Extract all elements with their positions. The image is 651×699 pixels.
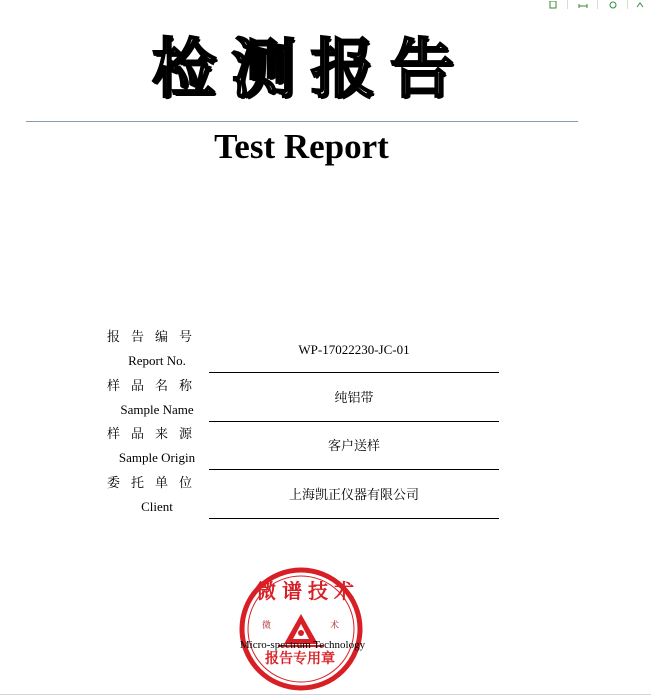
title-char-4: 告 <box>389 32 454 107</box>
label-report-no-cn: 报告编号 <box>106 329 203 344</box>
field-underline <box>209 372 499 373</box>
label-sample-name-cn: 样品名称 <box>106 378 203 393</box>
title-char-2: 测 <box>231 32 296 107</box>
label-client-cn: 委托单位 <box>106 475 203 490</box>
seal-english-text: Micro-spectrum Technology <box>239 639 366 651</box>
page-bottom-border <box>0 694 651 695</box>
value-report-no: WP-17022230-JC-01 <box>298 342 410 357</box>
label-sample-name-en: Sample Name <box>120 402 194 417</box>
field-underline <box>209 518 499 519</box>
zoom-icon[interactable] <box>598 0 628 9</box>
seal-bottom-text: 报告专用章 <box>265 651 335 667</box>
label-sample-origin-cn: 样品来源 <box>106 426 203 441</box>
field-underline <box>209 469 499 470</box>
seal-inner-left: 微 <box>262 621 272 631</box>
value-sample-origin: 客户送样 <box>327 438 380 453</box>
title-char-1: 检 <box>152 32 216 107</box>
seal-top-text: 微谱技术 <box>256 579 360 603</box>
fit-icon[interactable] <box>568 0 598 9</box>
seal-inner-right: 术 <box>330 621 340 631</box>
value-sample-name: 纯铝带 <box>334 390 374 405</box>
title-divider <box>26 121 578 122</box>
field-underline <box>209 421 499 422</box>
report-title-cn <box>148 34 458 106</box>
label-report-no-en: Report No. <box>128 353 186 368</box>
label-sample-origin-en: Sample Origin <box>118 450 196 465</box>
more-icon[interactable] <box>628 0 651 9</box>
label-client-en: Client <box>141 499 173 514</box>
page-icon[interactable] <box>538 0 568 9</box>
value-client: 上海凯正仪器有限公司 <box>288 487 419 502</box>
title-char-3: 报 <box>310 32 375 107</box>
report-title-en: Test Report <box>214 127 389 166</box>
viewer-toolbar <box>538 0 651 9</box>
